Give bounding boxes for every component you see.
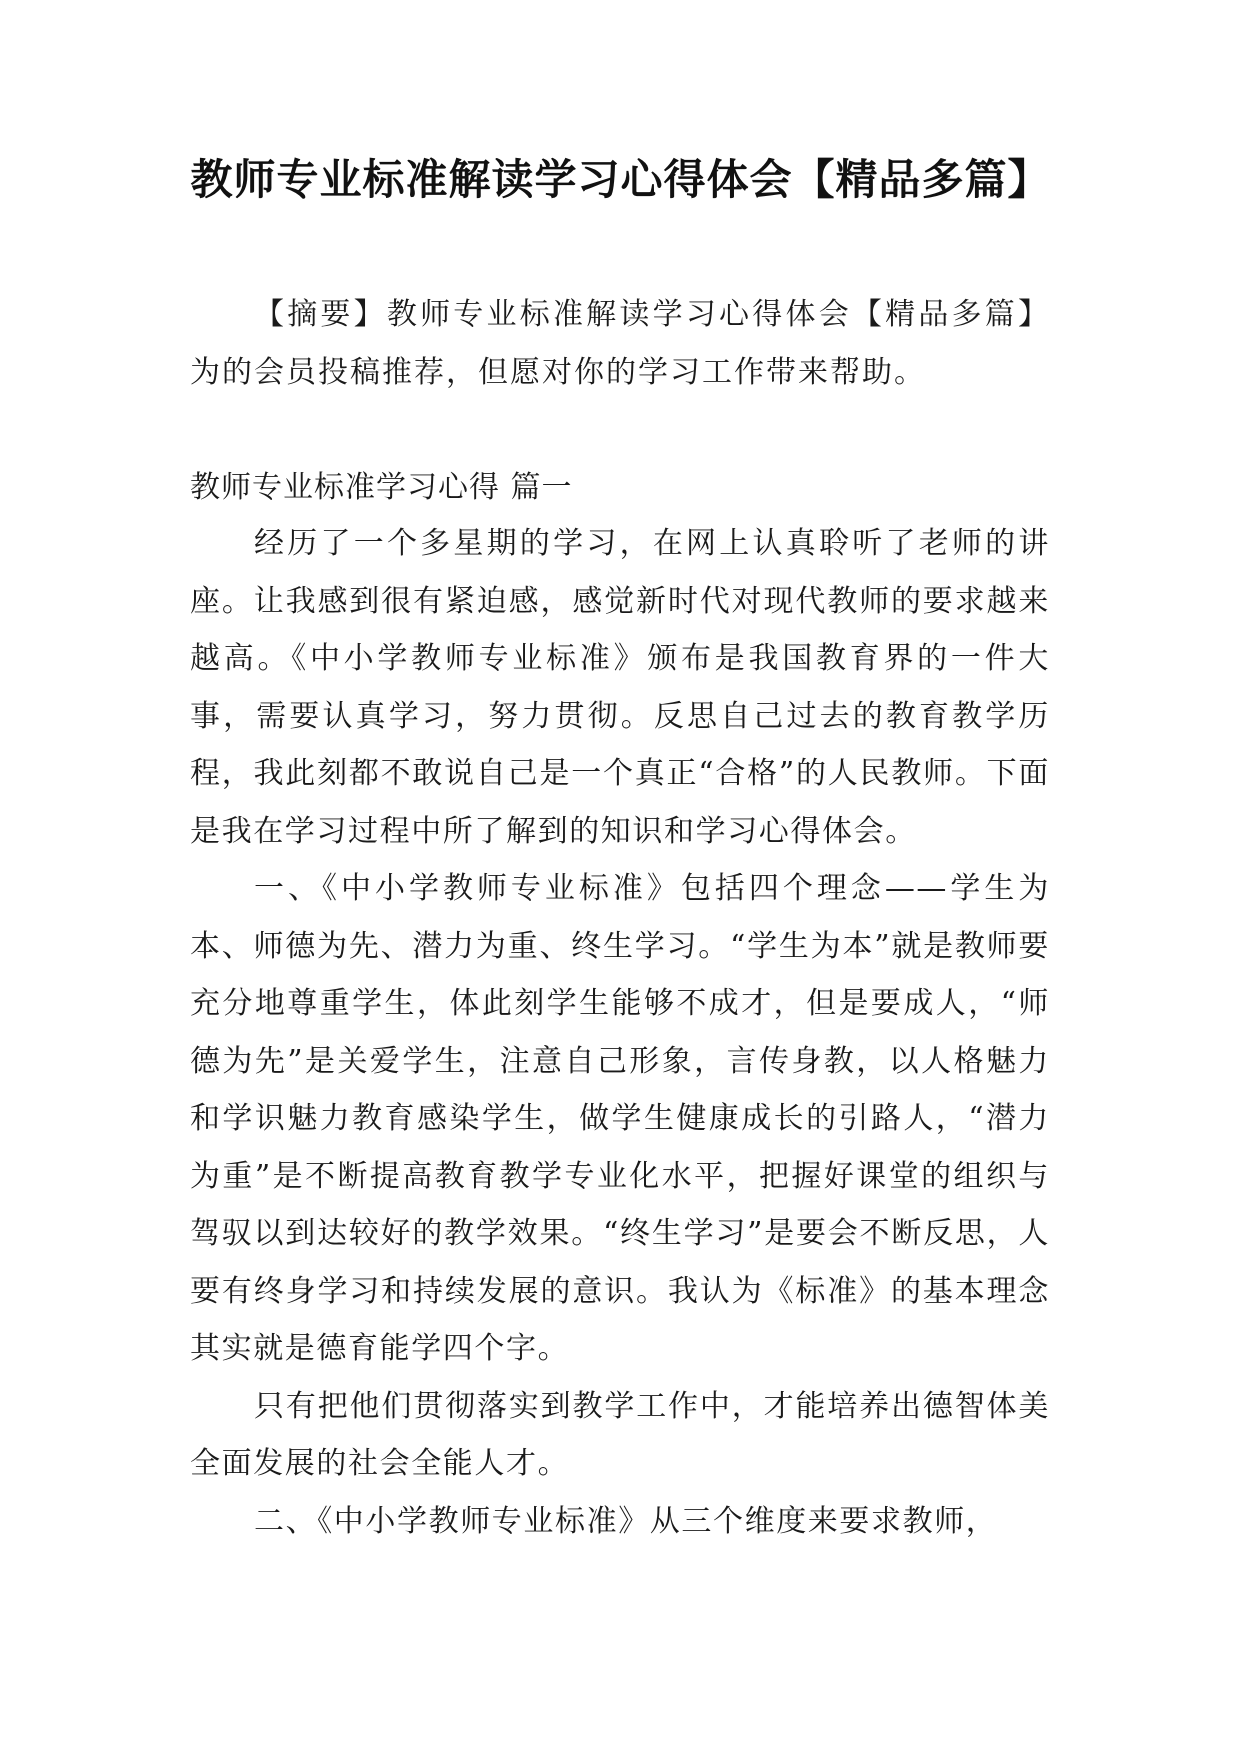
body-text: [190, 515, 1050, 1550]
body-paragraph-3: 只有把他们贯彻落实到教学工作中，才能培养出德智体美全面发展的社会全能人才。: [190, 1388, 1050, 1481]
document-title: 教师专业标准解读学习心得体会【精品多篇】: [190, 155, 1051, 204]
section-heading: 教师专业标准学习心得 篇一: [190, 470, 573, 505]
body-paragraph-4: 二、《中小学教师专业标准》从三个维度来要求教师，: [254, 1503, 998, 1539]
body-paragraph-2: 一、《中小学教师专业标准》包括四个理念——学生为本、师德为先、潜力为重、终生学习。“学生为本”就是教师要充分地尊重学生，体此刻学生能够不成才，但是要成人，“师德为先”是关爱学生，注意自己形象，言传身教，以人格魅力和学识魅力教育感染学生，做学生健康成长的引路人，“潜力为重”是不断提高教育教学专业化水平，把握好课堂的组织与驾驭以到达较好的教学效果。“终生学习”是要会不断反思，人要有终身学习和持续发展的意识。我认为《标准》的基本理念其实就是德育能学四个字。: [190, 871, 1050, 1366]
abstract-paragraph: 【摘要】教师专业标准解读学习心得体会【精品多篇】为的会员投稿推荐，但愿对你的学习工作带来帮助。: [190, 297, 1050, 390]
body-paragraph-1: 经历了一个多星期的学习，在网上认真聆听了老师的讲座。让我感到很有紧迫感，感觉新时代对现代教师的要求越来越高。《中小学教师专业标准》颁布是我国教育界的一件大事，需要认真学习，努力贯彻。反思自己过去的教育教学历程，我此刻都不敢说自己是一个真正“合格”的人民教师。下面是我在学习过程中所了解到的知识和学习心得体会。: [190, 526, 1050, 849]
